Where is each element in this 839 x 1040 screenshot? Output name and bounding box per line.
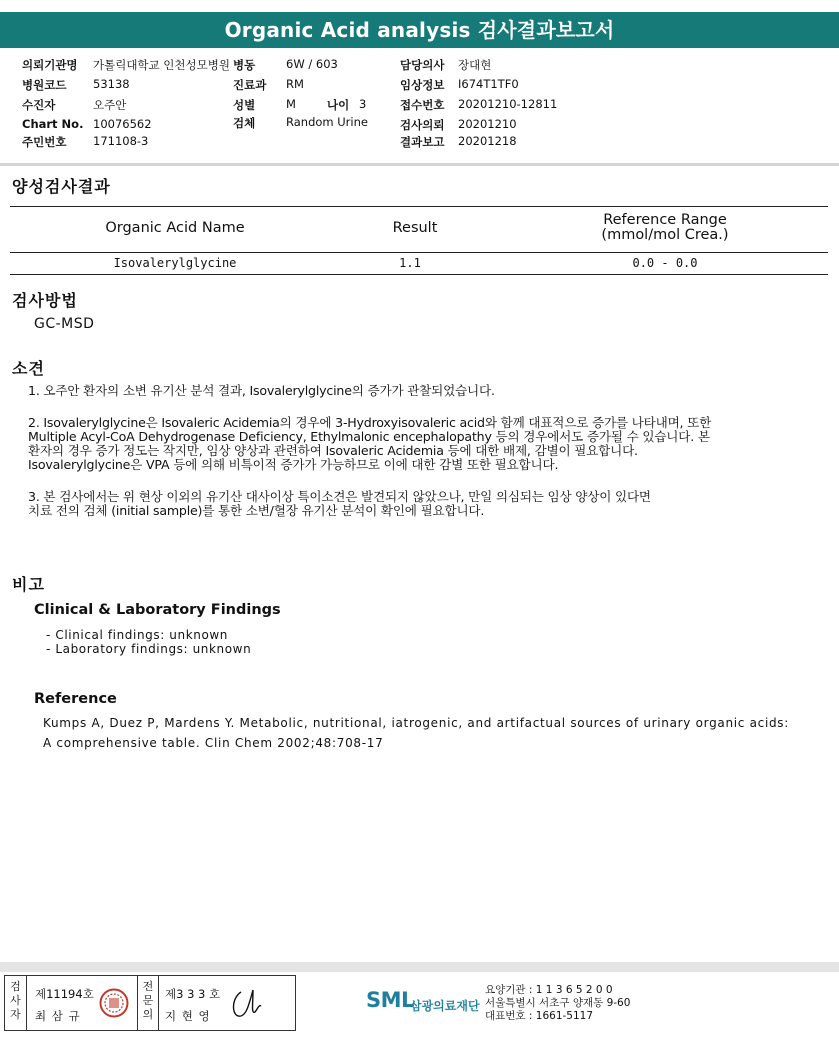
sex-label: 성별 <box>233 98 256 112</box>
signature-icon <box>227 984 265 1024</box>
sml-logo: SML <box>366 988 414 1012</box>
doctor-value: 장대현 <box>458 58 492 72</box>
report-title: Organic Acid analysis 검사결과보고서 <box>0 12 839 48</box>
finding-2-line-3: 환자의 경우 증가 정도는 작지만, 임상 양상과 관련하여 Isovaleric Acidemia 등에 대한 배제, 감별이 필요합니다. <box>28 443 638 458</box>
age-value: 3 <box>359 97 367 111</box>
finding-2-line-1: 2. Isovalerylglycine은 Isovaleric Acidemia의 경우에 3-Hydroxyisovaleric acid와 함께 대표적으로 증가를 나타내며, 또한 <box>28 415 712 430</box>
finding-paragraph-3 <box>28 490 833 518</box>
finding-3-line-1: 3. 본 검사에서는 위 현상 이외의 유기산 대사이상 특이소견은 발견되지 않았으나, 만일 의심되는 임상 양상이 있다면 <box>28 489 651 504</box>
specialist-column-label: 전 문 의 <box>137 976 159 1030</box>
method-value: GC-MSD <box>34 316 95 332</box>
findings-title: 소견 <box>12 359 45 378</box>
tester-license: 제11194호 <box>35 987 94 1001</box>
department-label: 진료과 <box>233 78 267 92</box>
table-bottom-border <box>10 274 828 275</box>
reference-line-1: Kumps A, Duez P, Mardens Y. Metabolic, nutritional, iatrogenic, and artifactual sources of urinary organic acids: <box>43 716 789 730</box>
organization-info <box>485 984 630 1023</box>
organization-code: 요양기관 : 1 1 3 6 5 2 0 0 <box>485 984 613 996</box>
hospital-code-value: 53138 <box>93 77 130 91</box>
report-date-value: 20201218 <box>458 134 517 148</box>
clinical-findings-title: Clinical & Laboratory Findings <box>34 602 281 618</box>
specialist-license: 제3 3 3 호 <box>165 987 221 1001</box>
positive-results-title: 양성검사결과 <box>12 177 111 196</box>
resident-no-value: 171108-3 <box>93 134 149 148</box>
finding-paragraph-2 <box>28 416 833 472</box>
specimen-label: 검체 <box>233 116 256 130</box>
hospital-code-label: 병원코드 <box>22 78 67 92</box>
finding-2-line-4: Isovalerylglycine은 VPA 등에 의해 비특이적 증가가 가능하므로 이에 대한 감별 또한 필요합니다. <box>28 457 559 472</box>
tester-name: 최 삼 규 <box>35 1009 81 1023</box>
chart-no-label: Chart No. <box>22 117 84 131</box>
specialist-name: 지 현 영 <box>165 1009 211 1023</box>
finding-2-line-2: Multiple Acyl-CoA Dehydrogenase Deficiency, Ethylmalonic encephalopathy 등의 경우에서도 증가될 수 있습니다. 본 <box>28 429 710 444</box>
organization-name: 삼광의료재단 <box>410 999 480 1013</box>
ward-value: 6W / 603 <box>286 57 338 71</box>
result-row-name: Isovalerylglycine <box>113 256 237 270</box>
footer-band <box>0 962 839 972</box>
patient-label: 수진자 <box>22 98 56 112</box>
table-header-border <box>10 252 828 253</box>
divider <box>0 163 839 166</box>
reference-line-2: A comprehensive table. Clin Chem 2002;48:708-17 <box>43 736 384 750</box>
doctor-label: 담당의사 <box>400 58 445 72</box>
patient-value: 오주안 <box>93 98 127 112</box>
clinical-info-value: I674T1TF0 <box>458 77 519 91</box>
organization-phone: 대표번호 : 1661-5117 <box>485 1010 594 1022</box>
method-title: 검사방법 <box>12 291 78 310</box>
organization-address: 서울특별시 서초구 양재동 9-60 <box>485 997 631 1009</box>
column-header-reference <box>560 213 770 243</box>
clinical-info-label: 임상정보 <box>400 78 445 92</box>
clinical-findings-line: - Clinical findings: unknown <box>46 628 229 642</box>
column-header-result: Result <box>392 220 438 236</box>
table-top-border <box>10 206 828 207</box>
patient-info-block <box>0 48 839 164</box>
sex-value: M <box>286 97 296 111</box>
seal-stamp-icon <box>99 988 129 1018</box>
institution-value: 가톨릭대학교 인천성모병원 <box>93 58 230 72</box>
laboratory-findings-line: - Laboratory findings: unknown <box>46 642 252 656</box>
remarks-title: 비고 <box>12 575 45 594</box>
tester-column-label: 검 사 자 <box>5 976 27 1030</box>
chart-no-value: 10076562 <box>93 117 152 131</box>
finding-paragraph-1: 1. 오주안 환자의 소변 유기산 분석 결과, Isovalerylglycine의 증가가 관찰되었습니다. <box>28 383 495 398</box>
specimen-value: Random Urine <box>286 115 368 129</box>
ward-label: 병동 <box>233 58 256 72</box>
receipt-no-label: 접수번호 <box>400 98 445 112</box>
result-row-reference: 0.0 - 0.0 <box>632 256 698 270</box>
resident-no-label: 주민번호 <box>22 135 67 149</box>
reference-header-line2: (mmol/mol Crea.) <box>601 227 729 243</box>
finding-3-line-2: 치료 전의 검체 (initial sample)를 통한 소변/혈장 유기산 분석이 확인에 필요합니다. <box>28 503 485 518</box>
department-value: RM <box>286 77 304 91</box>
report-date-label: 결과보고 <box>400 135 445 149</box>
request-date-value: 20201210 <box>458 117 517 131</box>
receipt-no-value: 20201210-12811 <box>458 97 558 111</box>
reference-header-line1: Reference Range <box>603 212 727 228</box>
institution-label: 의뢰기관명 <box>22 58 78 72</box>
reference-title: Reference <box>34 691 117 707</box>
column-header-name: Organic Acid Name <box>105 220 245 236</box>
age-label: 나이 <box>327 98 350 112</box>
signature-box <box>4 975 296 1031</box>
result-row-value: 1.1 <box>399 256 421 270</box>
request-date-label: 검사의뢰 <box>400 118 445 132</box>
